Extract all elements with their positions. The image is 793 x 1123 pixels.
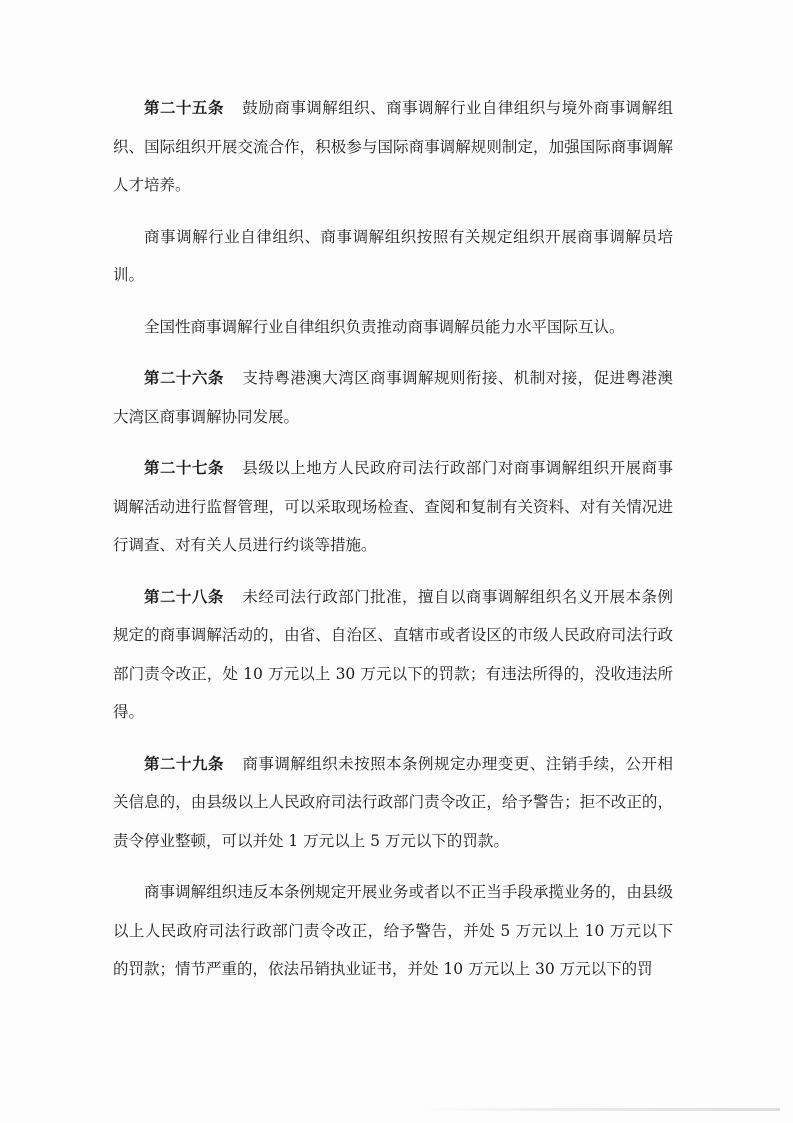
article-heading: 第二十七条 <box>144 459 224 477</box>
text-line: 商事调解组织违反本条例规定开展业务或者以不正当手段承揽业务的，由县 <box>144 883 658 901</box>
article-29-paragraph <box>113 745 673 861</box>
text-line: 织、国际组织开展交流合作，积极参与国际商事调解规则制定，加强国际商事调 <box>113 137 658 156</box>
text-line: 解人才培养。 <box>113 137 673 194</box>
text-line: 关信息的，由县级以上人民政府司法行政部门责令改正，给予警告；拒不改正的， <box>113 793 673 811</box>
text-line: 鼓励商事调解组织、商事调解行业自律组织与境外商事调解组 <box>242 99 673 117</box>
article-heading: 第二十九条 <box>144 754 224 773</box>
text-line: 商事调解行业自律组织、商事调解组织按照有关规定组织开展商事调解员培 <box>144 227 673 246</box>
text-line: 级以上人民政府司法行政部门责令改正，给予警告，并处 5 万元以上 10 万元以 <box>113 883 673 940</box>
mutual-recognition-paragraph <box>113 308 673 347</box>
text-line: 县级以上地方人民政府司法行政部门对商事调解组织开展商 <box>242 459 658 477</box>
article-heading: 第二十五条 <box>144 99 224 117</box>
article-heading: 第二十六条 <box>144 369 224 387</box>
text-line: 况进行调查、对有关人员进行约谈等措施。 <box>113 497 673 554</box>
article-heading: 第二十八条 <box>144 587 224 606</box>
text-line: 训。 <box>113 266 145 284</box>
text-line: 规定的商事调解活动的，由省、自治区、直辖市或者设区的市级人民政府司法行 <box>113 626 658 644</box>
text-line: 大湾区商事调解协同发展。 <box>113 407 300 426</box>
training-paragraph <box>113 218 673 295</box>
scan-edge-shadow <box>420 1108 780 1111</box>
article-27-paragraph <box>113 449 673 565</box>
document-body <box>113 89 673 1002</box>
text-line: 所得。 <box>113 664 673 721</box>
article-25-paragraph <box>113 89 673 205</box>
article-26-paragraph <box>113 359 673 436</box>
text-line: 事调解活动进行监督管理，可以采取现场检查、查阅和复制有关资料、对有关情 <box>113 459 673 516</box>
text-line: 全国性商事调解行业自律组织负责推动商事调解员能力水平国际互认。 <box>144 317 625 336</box>
text-line: 政部门责令改正，处 10 万元以上 30 万元以下的罚款；有违法所得的，没收违法 <box>113 626 673 683</box>
text-line: 商事调解组织未按照本条例规定办理变更、注销手续，公开相 <box>242 754 673 773</box>
text-line: 支持粤港澳大湾区商事调解规则衔接、机制对接，促进粤港澳 <box>242 369 673 387</box>
text-line: 未经司法行政部门批准，擅自以商事调解组织名义开展本条例 <box>242 587 673 606</box>
article-28-paragraph <box>113 578 673 732</box>
text-line: 下的罚款；情节严重的，依法吊销执业证书，并处 10 万元以上 30 万元以下的罚 <box>113 921 673 978</box>
text-line: 责令停业整顿，可以并处 1 万元以上 5 万元以下的罚款。 <box>113 831 509 850</box>
improper-business-paragraph <box>113 873 673 989</box>
